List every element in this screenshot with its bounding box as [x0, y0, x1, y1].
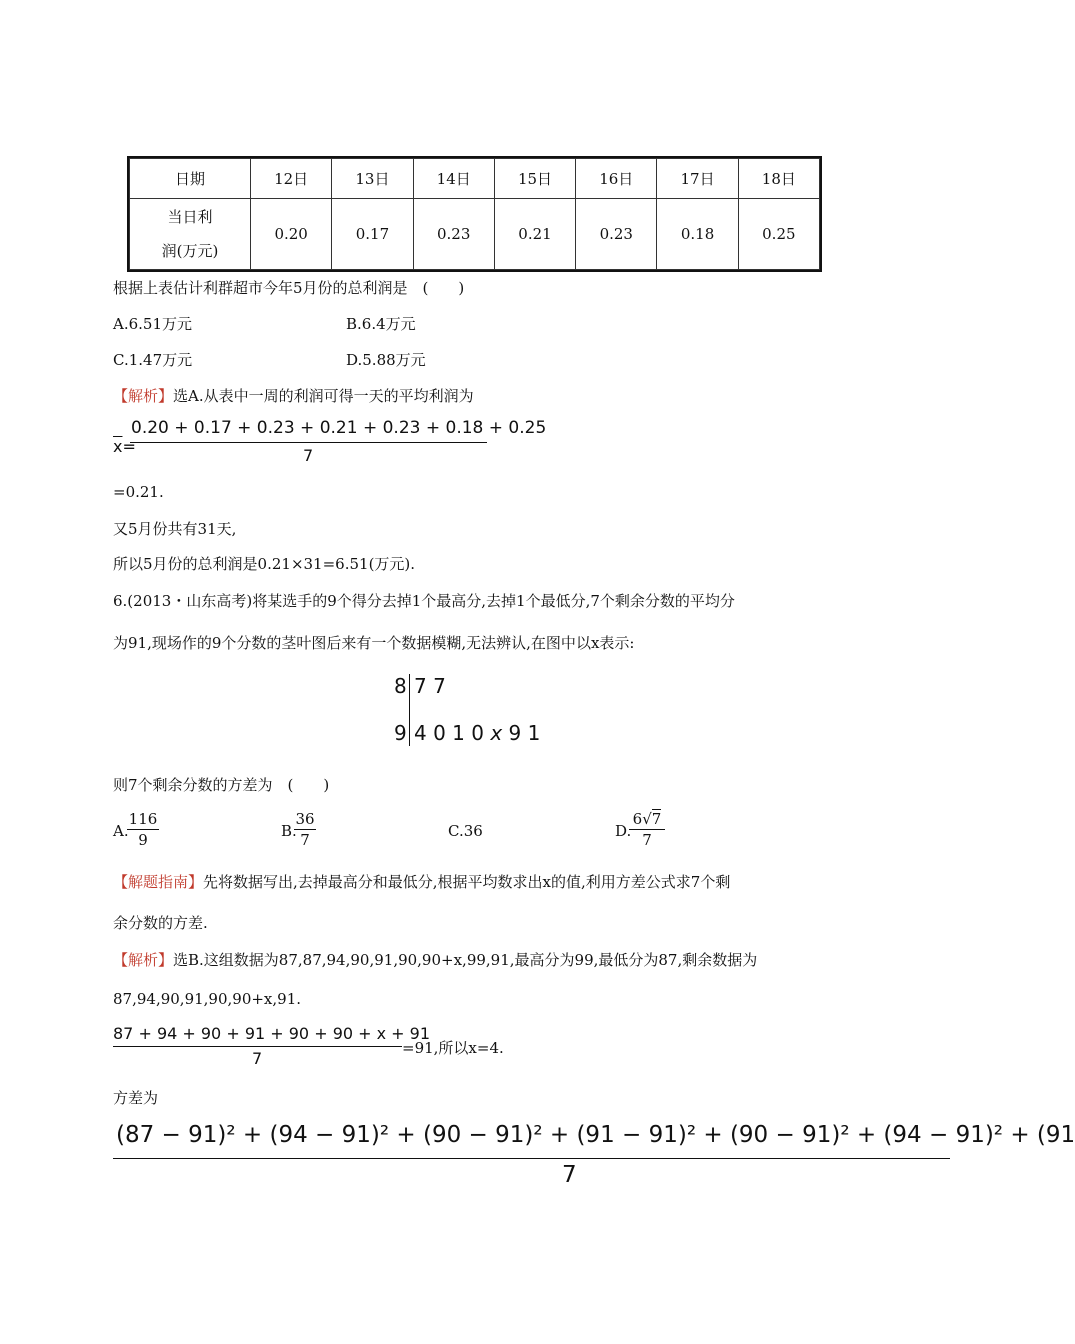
leaves-9-part: 4 0 1 0 [414, 721, 484, 745]
coef: 6 [632, 810, 643, 828]
x-bar: $\overline{x}$ [113, 437, 123, 456]
stem-8: 8 [394, 674, 407, 698]
table-row [130, 199, 820, 270]
leaf-x: x [490, 721, 503, 745]
table-header-cell: 17日 [657, 159, 738, 199]
fraction-denominator: 7 [300, 831, 310, 849]
sum-numerator: 87 + 94 + 90 + 91 + 90 + 90 + x + 91 [113, 1024, 431, 1043]
row-label-line: 润(万元) [161, 242, 219, 260]
equals-sign: = [122, 437, 136, 456]
stem-leaf-divider [409, 674, 410, 746]
q6-line2: 为91,现场作的9个分数的茎叶图后来有一个数据模糊,无法辨认,在图中以x表示: [113, 634, 635, 652]
total-line: 所以5月份的总利润是0.21×31=6.51(万元). [113, 555, 416, 573]
table-cell: 0.23 [413, 199, 494, 270]
q6-option-a-label: A. [113, 822, 129, 840]
q5-option-d: D.5.88万元 [346, 351, 426, 369]
table-header-cell: 18日 [738, 159, 819, 199]
q6-option-d-fraction [629, 810, 665, 850]
q6-option-c: C.36 [448, 822, 483, 840]
q6-option-b-fraction [294, 810, 316, 850]
analysis-tag: 【解析】 [113, 387, 174, 405]
variance-denominator: 7 [562, 1162, 577, 1188]
fraction-numerator: 36 [295, 810, 315, 828]
row-label-line: 当日利 [167, 208, 213, 226]
leaves-8: 7 7 [414, 674, 446, 698]
q6-analysis-line2: 87,94,90,91,90,90+x,91. [113, 990, 302, 1008]
fraction-bar [113, 1158, 950, 1159]
q6-option-b-label: B. [281, 822, 297, 840]
q6-question: 则7个剩余分数的方差为 ( ) [113, 776, 330, 794]
q5-option-c: C.1.47万元 [113, 351, 193, 369]
table-header-row [130, 159, 820, 199]
table-header-cell: 日期 [130, 159, 251, 199]
fraction-numerator: 116 [128, 810, 158, 828]
table-header-cell: 13日 [332, 159, 413, 199]
fraction-denominator: 9 [138, 831, 148, 849]
q5-option-a: A.6.51万元 [113, 315, 192, 333]
variance-label: 方差为 [113, 1089, 159, 1107]
profit-table [127, 156, 822, 272]
table-header-cell: 12日 [251, 159, 332, 199]
analysis-tag: 【解析】 [113, 951, 174, 969]
fraction-bar [113, 1046, 402, 1047]
mean-denominator: 7 [303, 446, 314, 465]
x-bar-symbol [113, 437, 136, 456]
fraction-numerator [629, 810, 665, 830]
mean-numerator: 0.20 + 0.17 + 0.23 + 0.21 + 0.23 + 0.18 + 0.25 [131, 418, 547, 438]
analysis-text: 选B.这组数据为87,87,94,90,91,90,90+x,99,91,最高分为99,最低分为87,剩余数据为 [173, 951, 758, 969]
radicand: 7 [651, 810, 662, 828]
table-cell: 0.25 [738, 199, 819, 270]
table-cell: 0.23 [576, 199, 657, 270]
leaves-9 [414, 721, 540, 745]
table-row-label [130, 199, 251, 270]
mean-result: =0.21. [113, 483, 164, 501]
stem-9: 9 [394, 721, 407, 745]
leaves-9-part: 9 1 [508, 721, 541, 745]
sum-denominator: 7 [252, 1049, 263, 1068]
fraction-bar [130, 442, 487, 443]
table-cell: 0.21 [494, 199, 575, 270]
days-line: 又5月份共有31天, [113, 520, 237, 538]
table-cell: 0.20 [251, 199, 332, 270]
q5-option-b: B.6.4万元 [346, 315, 416, 333]
q6-guide [113, 871, 730, 892]
sqrt-icon: √ [642, 810, 652, 828]
guide-tag: 【解题指南】 [113, 873, 204, 891]
guide-text: 先将数据写出,去掉最高分和最低分,根据平均数求出x的值,利用方差公式求7个剩 [203, 873, 731, 891]
fraction-denominator: 7 [642, 831, 652, 849]
variance-numerator: (87 − 91)² + (94 − 91)² + (90 − 91)² + (91 − 91)² + (90 − 91)² + (94 − 91)² + (91 [116, 1122, 1075, 1148]
q5-analysis [113, 385, 474, 406]
q6-line1: 6.(2013・山东高考)将某选手的9个得分去掉1个最高分,去掉1个最低分,7个剩余分数的平均分 [113, 592, 735, 610]
q5-question: 根据上表估计利群超市今年5月份的总利润是 ( ) [113, 279, 465, 297]
analysis-text: 选A.从表中一周的利润可得一天的平均利润为 [173, 387, 474, 405]
table-header-cell: 15日 [494, 159, 575, 199]
table-header-cell: 14日 [413, 159, 494, 199]
table-cell: 0.17 [332, 199, 413, 270]
variance-formula [0, 1118, 1075, 1188]
q6-analysis [113, 949, 757, 970]
table-header-cell: 16日 [576, 159, 657, 199]
q6-option-d-label: D. [615, 822, 632, 840]
q6-guide-line2: 余分数的方差. [113, 914, 208, 932]
sum-result: =91,所以x=4. [402, 1039, 504, 1057]
table-cell: 0.18 [657, 199, 738, 270]
q6-option-a-fraction [127, 810, 159, 850]
